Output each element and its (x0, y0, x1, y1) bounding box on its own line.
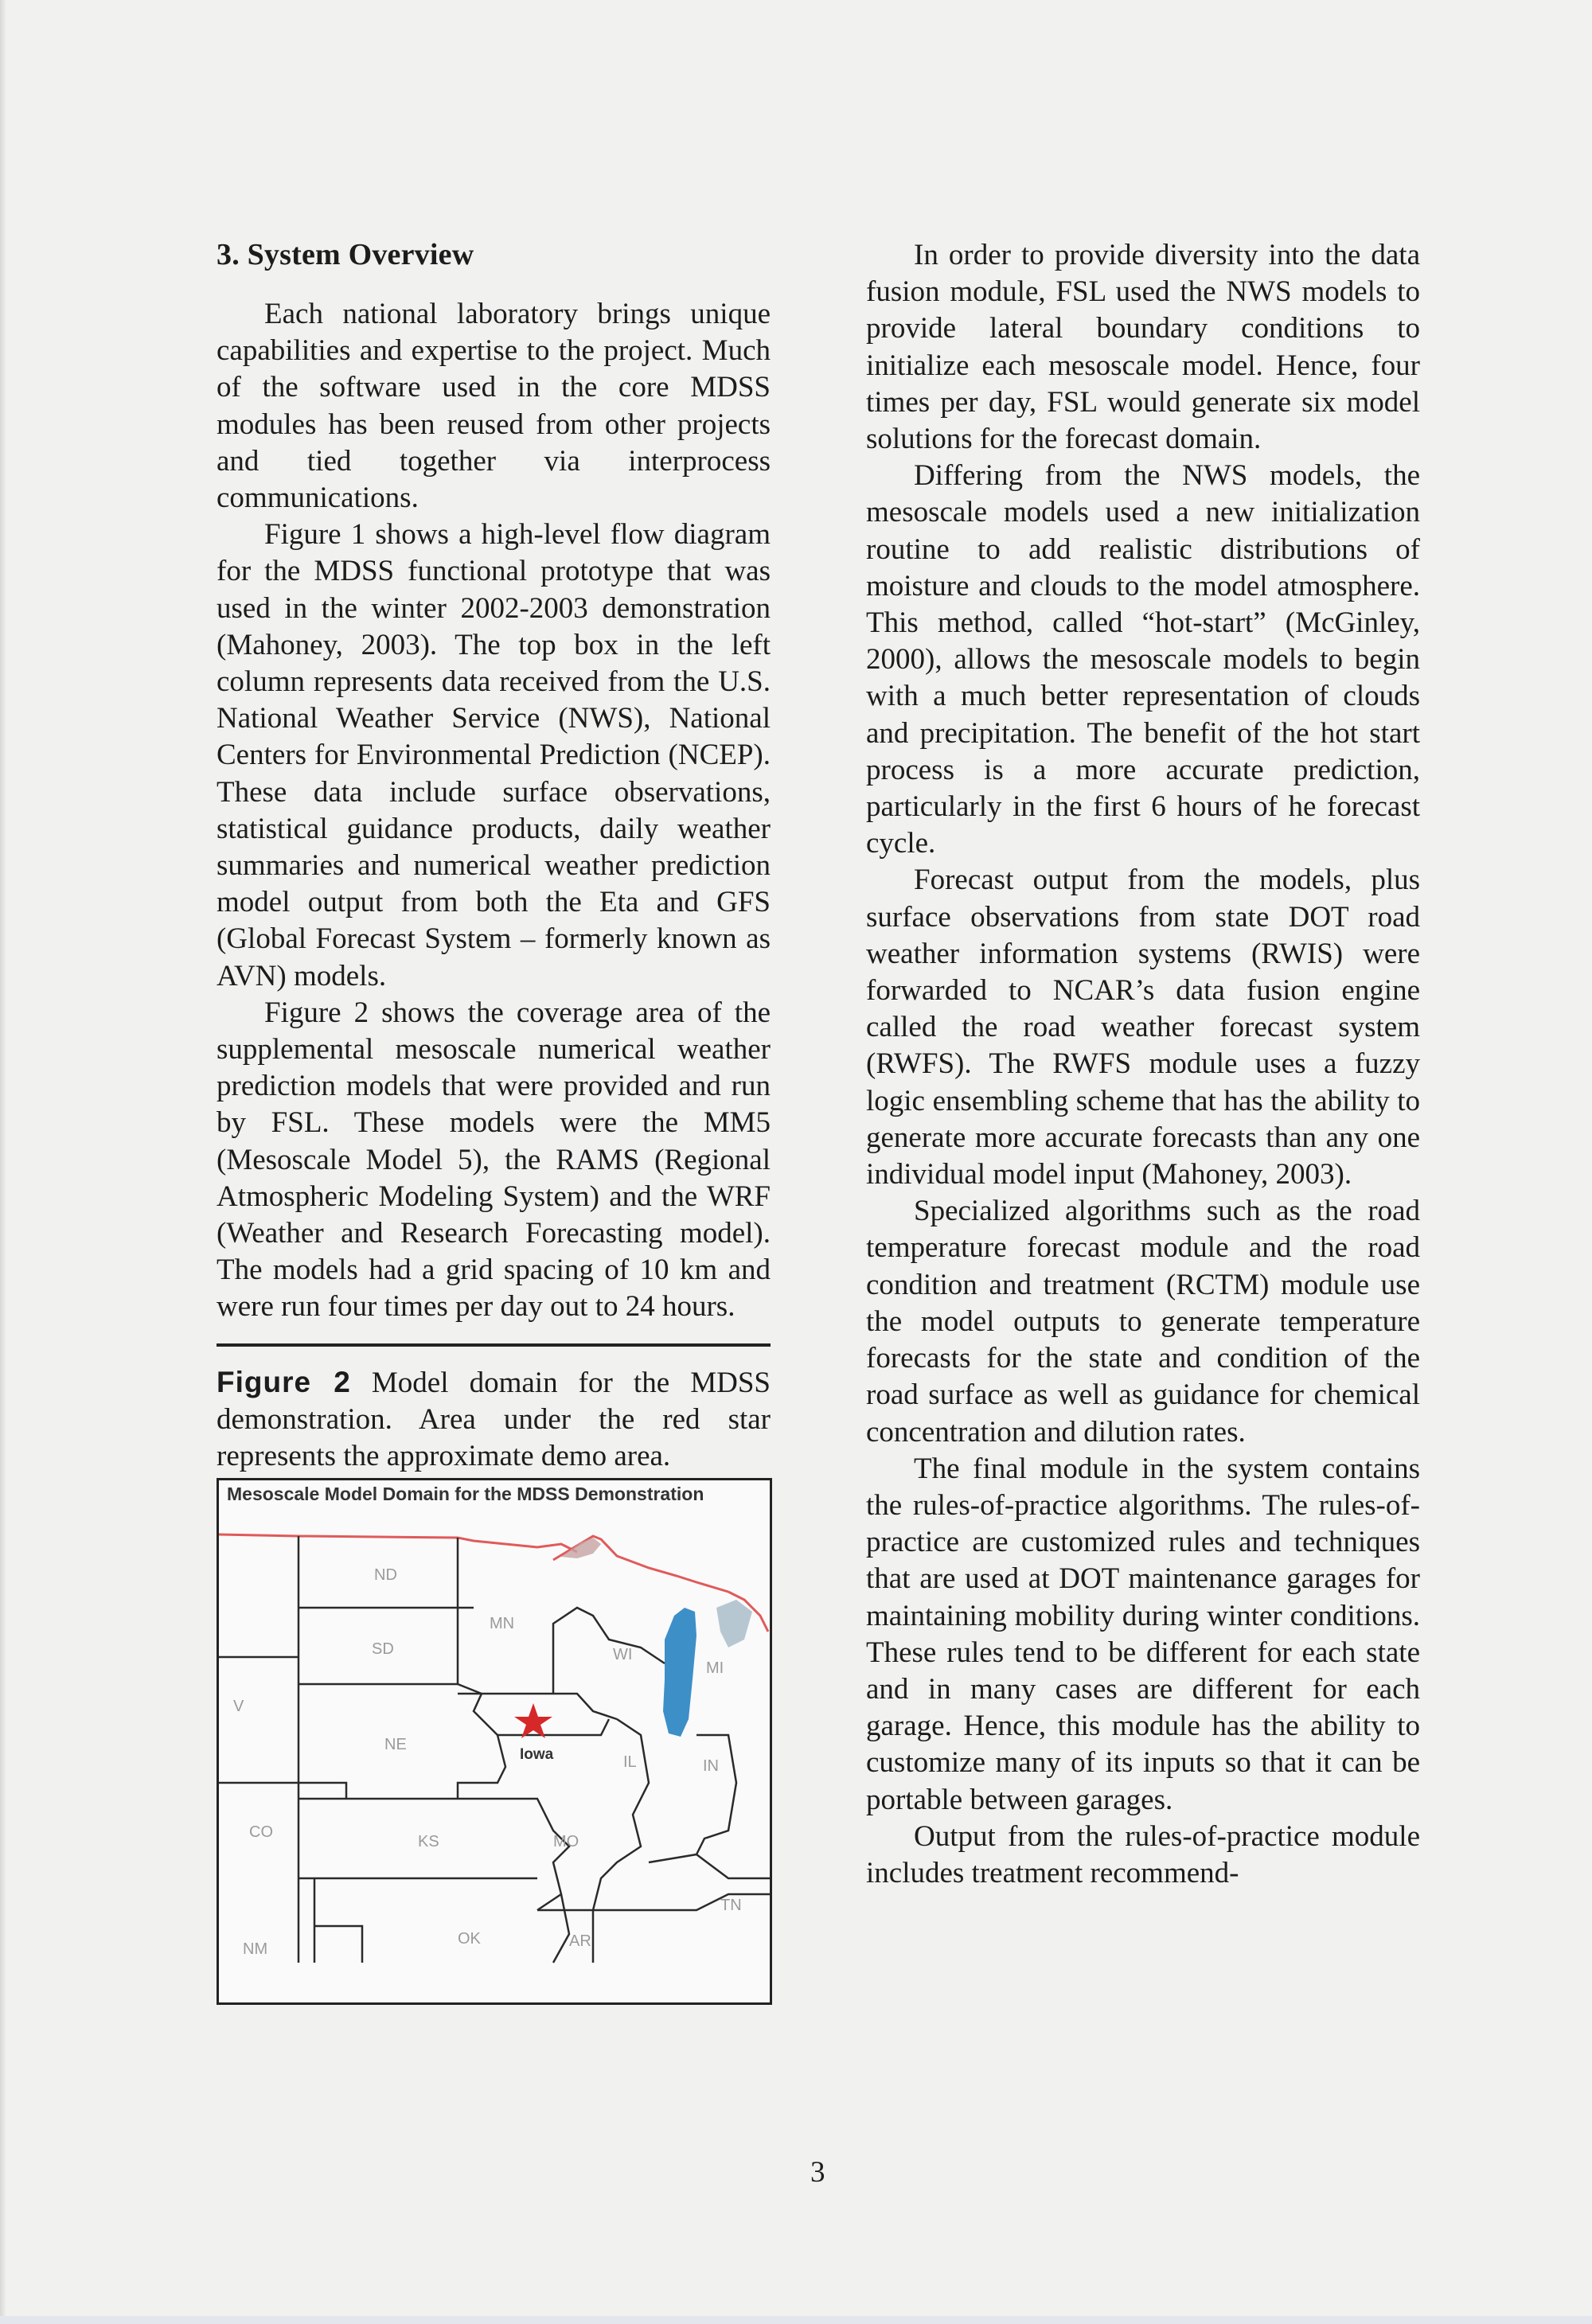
state-label-wi: WI (613, 1645, 633, 1663)
page-edge-shadow (0, 0, 6, 2324)
left-column (217, 237, 771, 2005)
figure-label: Figure 2 (217, 1365, 351, 1398)
paragraph: Each national laboratory brings unique capabilities and expertise to the project. Much of the software used in the core MDSS modules has been reused from other projects and tied together via interprocess communications. (217, 298, 771, 515)
paragraph: Specialized algorithms such as the road temperature forecast module and the road condition and treatment (RCTM) module use the model outputs to generate temperature forecasts for the state and condition of the road surface as well as guidance for chemical concentration and dilution rates. (866, 1195, 1420, 1449)
state-label-v: V (233, 1697, 244, 1715)
paragraph: Output from the rules-of-practice module includes treatment recommend- (866, 1819, 1420, 1889)
section-heading: 3. System Overview (217, 238, 474, 271)
state-label-ok: OK (458, 1929, 481, 1948)
paragraph: Figure 1 shows a high-level flow diagram for the MDSS functional prototype that was used in the winter 2002-2003 demonstration (Mahoney, 2003). The top box in the left column represents data received from the U.S. National Weather Service (NWS), National Centers for Environmental Prediction (NCEP). These data include surface observations, statistical guidance products, daily weather summaries and numerical weather prediction model output from both the Eta and GFS (Global Forecast System – formerly known as AVN) models. (217, 518, 771, 992)
figure-caption-text: Model domain for the MDSS demonstration. Area under the red star represents the approximate demo area. (217, 1366, 771, 1472)
paragraph: Differing from the NWS models, the mesoscale models used a new initialization routine to add realistic distributions of moisture and clouds to the model atmosphere. This method, called “hot-start” (McGinley, 2000), allows the mesoscale models to begin with a much better representation of clouds and precipitation. The benefit of the hot start process is a more accurate prediction, particularly in the first 6 hours of he forecast cycle. (866, 459, 1420, 860)
scan-bottom-edge (0, 2316, 1592, 2324)
paragraph: In order to provide diversity into the data fusion module, FSL used the NWS models to provide lateral boundary conditions to initialize each mesoscale model. Hence, four times per day, FSL would generate six model solutions for the forecast domain. (866, 239, 1420, 456)
state-label-mo: MO (553, 1832, 579, 1850)
state-label-ar: AR (569, 1932, 591, 1950)
map-title: Mesoscale Model Domain for the MDSS Demonstration (227, 1483, 704, 1504)
state-label-co: CO (249, 1823, 273, 1841)
paragraph: Figure 2 shows the coverage area of the supplemental mesoscale numerical weather prediction models that were provided and run by FSL. These models were the MM5 (Mesoscale Model 5), the RAMS (Regional Atmospheric Modeling System) and the WRF (Weather and Research Forecasting model). The models had a grid spacing of 10 km and were run four times per day out to 24 hours. (217, 996, 771, 1324)
state-label-iowa: Iowa (520, 1745, 554, 1763)
state-label-il: IL (623, 1753, 637, 1771)
map-north-border (219, 1534, 577, 1552)
paragraph: The final module in the system contains the rules-of-practice algorithms. The rules-of-practice are customized rules and techniques that are used at DOT maintenance garages for maintaining mobility during winter conditions. These rules tend to be different for each state and in many cases are different for each garage. Hence, this module has the ability to customize many of its inputs so that it can be portable between garages. (866, 1452, 1420, 1816)
demo-area-star (514, 1703, 552, 1738)
state-label-ks: KS (418, 1832, 439, 1850)
state-label-nd: ND (374, 1566, 397, 1584)
map-lake-michigan (663, 1608, 696, 1737)
state-label-ne: NE (384, 1735, 407, 1753)
map-graphic (219, 1480, 770, 2002)
state-label-in: IN (703, 1757, 719, 1775)
right-column (866, 237, 1420, 1892)
state-label-nm: NM (243, 1940, 268, 1958)
map-state-borders (219, 1536, 770, 1963)
paragraph: Forecast output from the models, plus surface observations from state DOT road weather information systems (RWIS) were forwarded to NCAR’s data fusion engine called the road weather forecast system (RWFS). The RWFS module uses a fuzzy logic ensembling scheme that has the ability to generate more accurate forecasts than any one individual model input (Mahoney, 2003). (866, 864, 1420, 1191)
state-label-sd: SD (372, 1640, 394, 1658)
state-label-mn: MN (490, 1614, 515, 1632)
map-lake-huron (716, 1600, 752, 1647)
figure-caption (217, 1364, 771, 1475)
figure-top-rule (217, 1343, 771, 1347)
page-number: 3 (810, 2156, 825, 2189)
figure-map (217, 1478, 772, 2005)
state-label-mi: MI (706, 1659, 724, 1677)
state-label-tn: TN (720, 1896, 742, 1914)
